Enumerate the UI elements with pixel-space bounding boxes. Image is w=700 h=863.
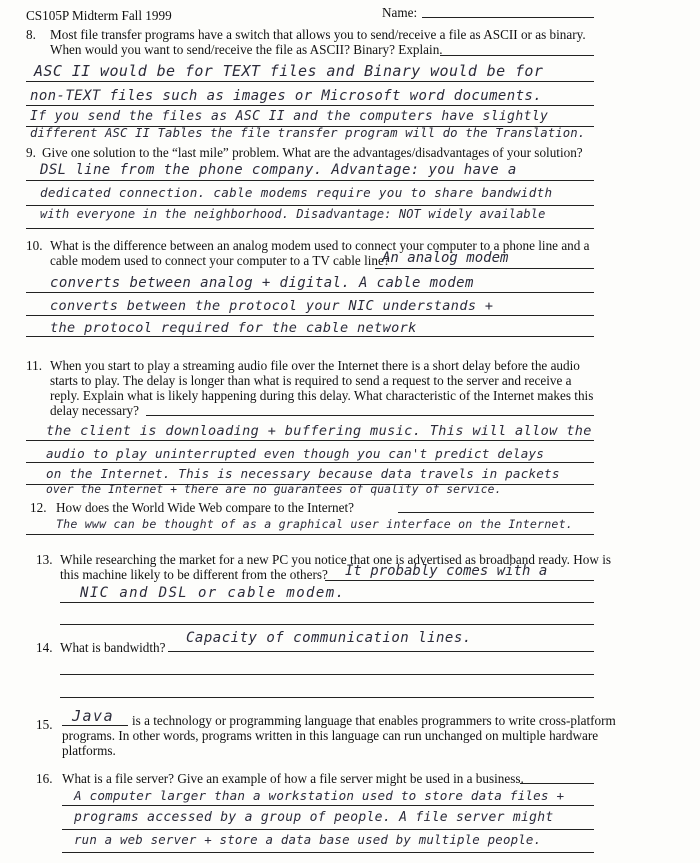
answer-line <box>60 697 594 698</box>
question-9-answer-line-1: DSL line from the phone company. Advantage: you have a <box>40 162 517 178</box>
answer-line <box>60 624 594 625</box>
answer-line <box>168 651 594 652</box>
question-10-text-line-2: cable modem used to connect your computer to a TV cable line? <box>50 253 390 268</box>
answer-line <box>398 512 594 513</box>
question-13-text-line-1: While researching the market for a new PC you notice that one is advertised as broadband ready. How is <box>60 552 612 567</box>
question-8-answer-line-3: If you send the files as ASC II and the computers have slightly <box>30 109 549 124</box>
question-10-answer-line-3: the protocol required for the cable network <box>50 320 417 336</box>
question-11-number: 11. <box>26 358 42 373</box>
question-12-text-line-1: How does the World Wide Web compare to the Internet? <box>56 500 355 515</box>
answer-line <box>26 336 594 337</box>
question-9-number: 9. <box>26 145 36 160</box>
question-9-answer-line-3: with everyone in the neighborhood. Disadvantage: NOT widely available <box>40 207 546 221</box>
question-11-text-line-1: When you start to play a streaming audio file over the Internet there is a short delay before the audio <box>50 358 580 373</box>
question-10-answer-line-1: converts between analog + digital. A cable modem <box>50 275 474 291</box>
question-8-number: 8. <box>26 27 36 42</box>
question-9-text-line-1: Give one solution to the “last mile” problem. What are the advantages/disadvantages of your solution? <box>42 145 583 160</box>
question-10-inline-answer: An analog modem <box>382 250 509 266</box>
answer-line <box>375 268 594 269</box>
question-16-answer-line-2: programs accessed by a group of people. A file server might <box>74 810 554 825</box>
answer-line <box>62 805 594 806</box>
question-14-inline-answer: Capacity of communication lines. <box>186 630 472 646</box>
answer-line <box>62 852 594 853</box>
question-8-text-line-2: When would you want to send/receive the file as ASCII? Binary? Explain. <box>50 42 443 57</box>
answer-line <box>26 205 594 206</box>
question-15-text-line-3: platforms. <box>62 743 116 758</box>
question-10-number: 10. <box>26 238 43 253</box>
answer-line <box>146 415 594 416</box>
answer-line <box>26 462 594 463</box>
question-9-answer-line-2: dedicated connection. cable modems require you to share bandwidth <box>40 185 553 200</box>
question-16-answer-line-3: run a web server + store a data base used by multiple people. <box>74 832 542 847</box>
question-8-answer-line-2: non-TEXT files such as images or Microsoft word documents. <box>30 88 543 104</box>
answer-line <box>26 534 594 535</box>
question-13-answer-line-1: NIC and DSL or cable modem. <box>80 585 346 601</box>
question-16-text-line-1: What is a file server? Give an example of how a file server might be used in a business. <box>62 771 524 786</box>
answer-line <box>60 602 594 603</box>
answer-line <box>26 228 594 229</box>
answer-line <box>26 81 594 82</box>
question-13-text-line-2: this machine likely to be different from the others? <box>60 567 328 582</box>
answer-line <box>520 783 594 784</box>
question-12-number: 12. <box>30 500 47 515</box>
answer-line <box>26 180 594 181</box>
answer-line <box>26 292 594 293</box>
question-16-number: 16. <box>36 771 53 786</box>
answer-line <box>440 55 594 56</box>
question-8-text-line-1: Most file transfer programs have a switch that allows you to send/receive a file as ASCII or as binary. <box>50 27 586 42</box>
question-11-answer-line-2: audio to play uninterrupted even though you can't predict delays <box>46 446 545 461</box>
question-14-text-line-1: What is bandwidth? <box>60 640 166 655</box>
question-10-answer-line-2: converts between the protocol your NIC understands + <box>50 298 494 314</box>
question-8-answer-line-4: different ASC II Tables the file transfer program will do the Translation. <box>30 126 586 140</box>
question-11-text-line-3: reply. Explain what is likely happening during this delay. What characteristic of the Internet makes this <box>50 388 594 403</box>
answer-line <box>60 674 594 675</box>
question-11-answer-line-4: over the Internet + there are no guarantees of quality of service. <box>46 483 502 496</box>
question-13-inline-answer: It probably comes with a <box>345 563 548 579</box>
answer-line <box>62 725 128 726</box>
question-15-blank-answer: Java <box>72 707 115 725</box>
question-8-answer-line-1: ASC II would be for TEXT files and Binary would be for <box>34 62 544 80</box>
question-11-answer-line-1: the client is downloading + buffering music. This will allow the <box>46 423 592 439</box>
question-16-answer-line-1: A computer larger than a workstation used to store data files + <box>74 788 565 803</box>
question-15-text-line-1: is a technology or programming language that enables programmers to write cross-platform <box>132 713 616 728</box>
answer-line <box>62 829 594 830</box>
question-12-answer-line-1: The www can be thought of as a graphical user interface on the Internet. <box>56 517 573 531</box>
answer-line <box>325 580 594 581</box>
name-field-line <box>422 17 594 18</box>
name-label: Name: <box>382 5 418 20</box>
question-15-number: 15. <box>36 717 53 732</box>
question-11-text-line-4: delay necessary? <box>50 403 139 418</box>
question-11-answer-line-3: on the Internet. This is necessary because data travels in packets <box>46 466 560 481</box>
question-13-number: 13. <box>36 552 53 567</box>
answer-line <box>26 440 594 441</box>
question-11-text-line-2: starts to play. The delay is longer than what is required to send a request to the server and receive a <box>50 373 572 388</box>
answer-line <box>26 315 594 316</box>
question-15-text-line-2: programs. In other words, programs written in this language can run unchanged on multiple hardware <box>62 728 599 743</box>
answer-line <box>26 105 594 106</box>
question-10-text-line-1: What is the difference between an analog modem used to connect your computer to a phone line and a <box>50 238 590 253</box>
question-14-number: 14. <box>36 640 53 655</box>
course-header: CS105P Midterm Fall 1999 <box>26 8 172 23</box>
